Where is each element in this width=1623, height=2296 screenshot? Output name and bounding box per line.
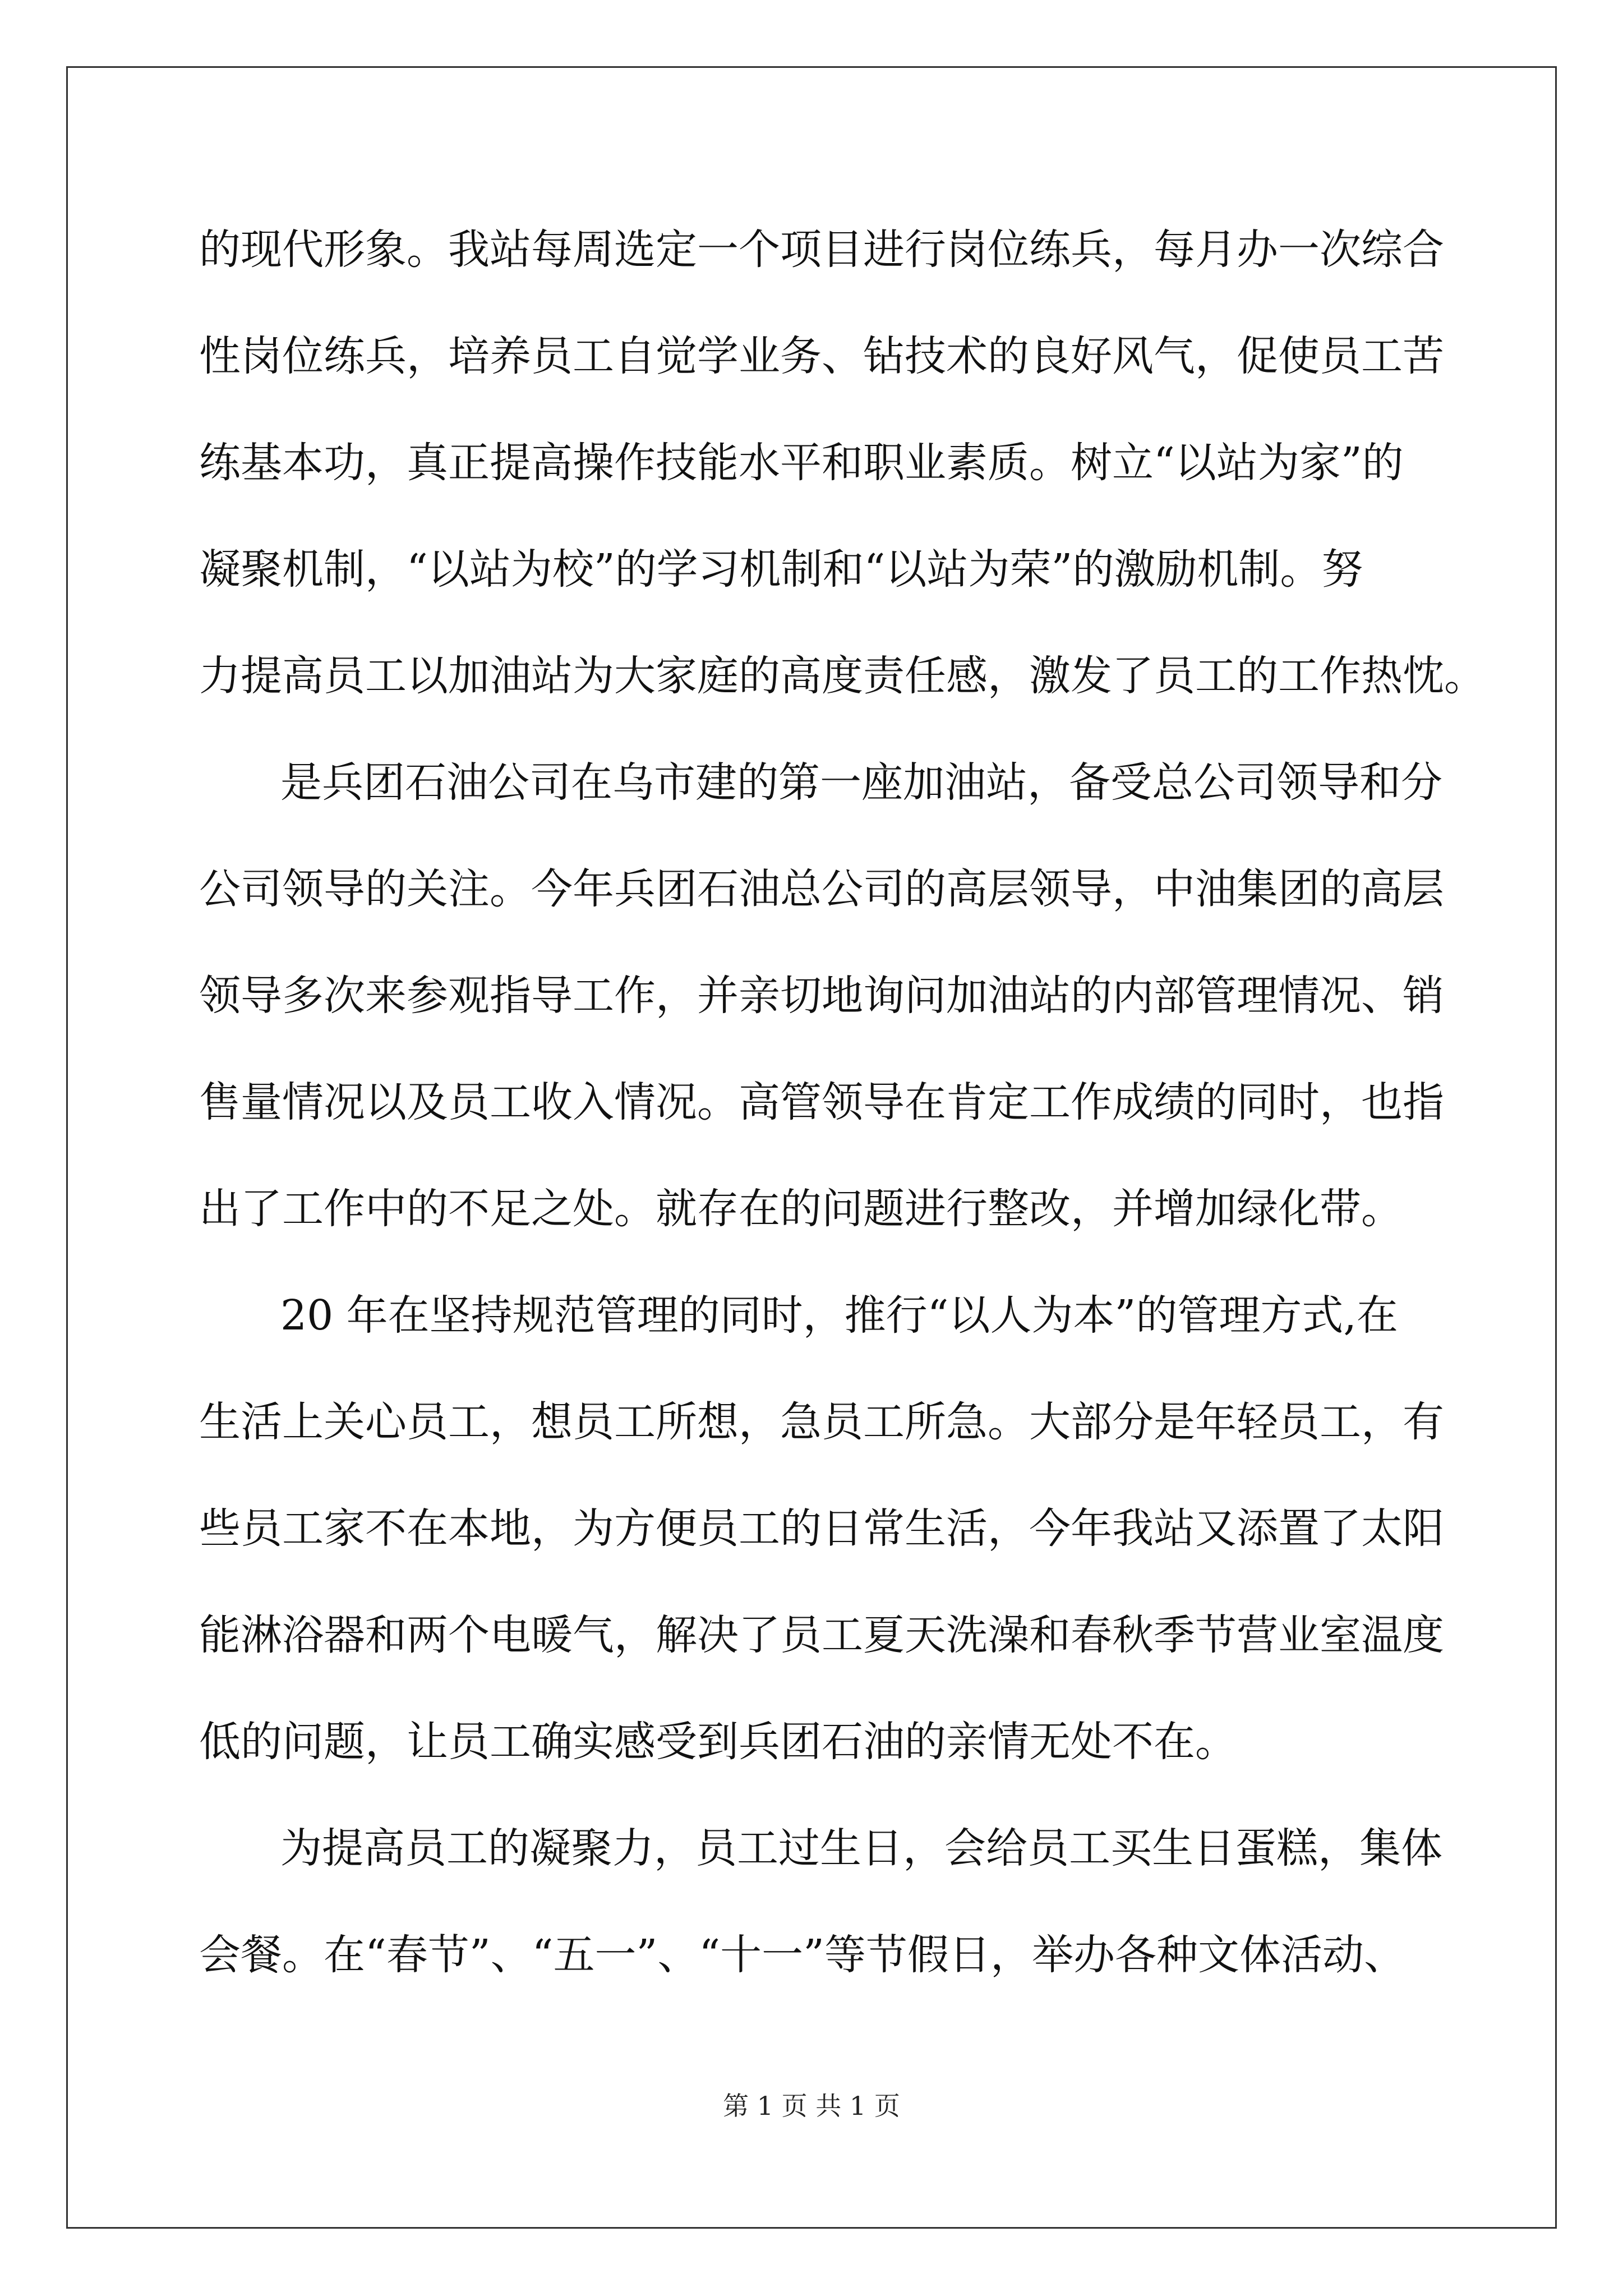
text-line: 售量情况以及员工收入情况。高管领导在肯定工作成绩的同时，也指 (199, 1078, 1444, 1126)
paragraph-first-line: 是兵团石油公司在乌市建的第一座加油站，备受总公司领导和分 (280, 758, 1442, 807)
text-line: 领导多次来参观指导工作，并亲切地询问加油站的内部管理情况、销 (199, 972, 1444, 1020)
page-border (66, 66, 1557, 2229)
text-line: 公司领导的关注。今年兵团石油总公司的高层领导，中油集团的高层 (199, 865, 1444, 913)
text-line: 会餐。在“春节”、“五一”、“十一”等节假日，举办各种文体活动、 (199, 1931, 1405, 1979)
paragraph-first-line: 20 年在坚持规范管理的同时，推行“以人为本”的管理方式,在 (280, 1291, 1398, 1340)
text-line: 力提高员工以加油站为大家庭的高度责任感，激发了员工的工作热忱。 (199, 652, 1486, 700)
page-footer: 第 1 页 共 1 页 (723, 2091, 900, 2121)
text-line: 凝聚机制，“以站为校”的学习机制和“以站为荣”的激励机制。努 (199, 545, 1363, 593)
text-line: 性岗位练兵，培养员工自觉学业务、钻技术的良好风气，促使员工苦 (199, 332, 1444, 380)
text-line: 练基本功，真正提高操作技能水平和职业素质。树立“以站为家”的 (199, 439, 1404, 487)
paragraph-first-line: 为提高员工的凝聚力，员工过生日，会给员工买生日蛋糕，集体 (280, 1824, 1442, 1872)
text-line: 能淋浴器和两个电暖气，解决了员工夏天洗澡和春秋季节营业室温度 (199, 1611, 1444, 1659)
text-line: 生活上关心员工，想员工所想，急员工所急。大部分是年轻员工，有 (199, 1398, 1444, 1446)
text-line: 些员工家不在本地，为方便员工的日常生活，今年我站又添置了太阳 (199, 1504, 1444, 1553)
text-line: 的现代形象。我站每周选定一个项目进行岗位练兵，每月办一次综合 (199, 226, 1444, 274)
text-line: 出了工作中的不足之处。就存在的问题进行整改，并增加绿化带。 (199, 1185, 1403, 1233)
text-line: 低的问题，让员工确实感受到兵团石油的亲情无处不在。 (199, 1718, 1237, 1766)
